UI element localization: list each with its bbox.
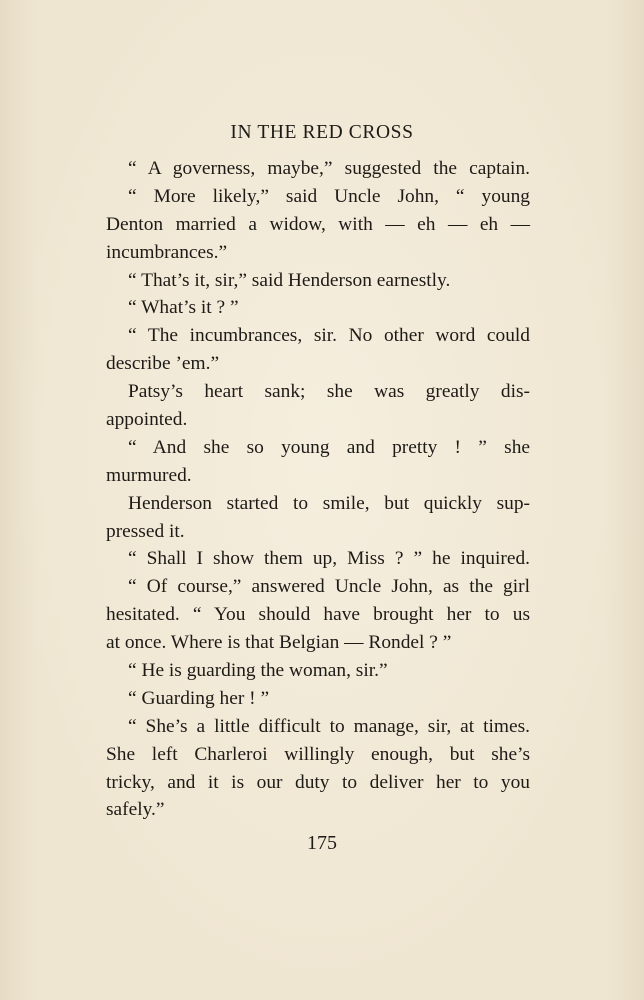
text-line: murmured. (106, 464, 192, 486)
text-line: describe ’em.” (106, 353, 220, 375)
text-line: Denton married a widow, with — eh — eh — (106, 213, 530, 235)
text-line: “ And she so young and pretty ! ” she (128, 436, 530, 458)
text-line: “ Shall I show them up, Miss ? ” he inquired. (128, 548, 530, 570)
text-line: “ Guarding her ! ” (128, 687, 270, 709)
text-line: “ She’s a little difficult to manage, sir, at times. (128, 715, 530, 737)
text-line: incumbrances.” (106, 241, 228, 263)
text-line: She left Charleroi willingly enough, but she’s (106, 743, 530, 765)
text-line: safely.” (106, 799, 165, 821)
text-line: Henderson started to smile, but quickly sup- (128, 492, 530, 514)
text-line: “ Of course,” answered Uncle John, as the girl (128, 576, 530, 598)
text-line: “ The incumbrances, sir. No other word could (128, 325, 530, 347)
text-line: “ That’s it, sir,” said Henderson earnestly. (128, 269, 451, 291)
text-line: pressed it. (106, 520, 185, 542)
text-line: “ A governess, maybe,” suggested the captain. (128, 158, 530, 179)
text-line: tricky, and it is our duty to deliver her to you (106, 771, 530, 793)
text-line: at once. Where is that Belgian — Rondel ? ” (106, 632, 452, 654)
text-line: appointed. (106, 409, 188, 431)
body-text (106, 155, 530, 824)
running-head: IN THE RED CROSS (230, 122, 414, 143)
text-line: hesitated. “ You should have brought her to us (106, 604, 530, 626)
page-number: 175 (307, 832, 337, 854)
text-line: “ What’s it ? ” (128, 297, 239, 319)
text-line: “ More likely,” said Uncle John, “ young (128, 185, 530, 207)
text-line: “ He is guarding the woman, sir.” (128, 660, 388, 682)
text-line: Patsy’s heart sank; she was greatly dis- (128, 381, 530, 403)
